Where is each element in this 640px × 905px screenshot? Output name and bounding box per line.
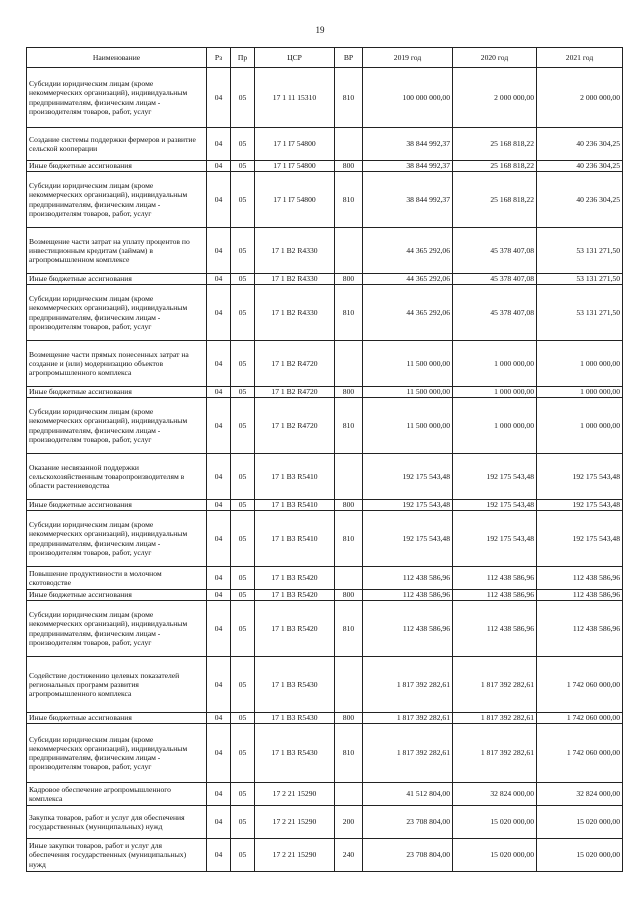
- cell-rz: 04: [207, 274, 231, 285]
- cell-pr: 05: [231, 511, 255, 567]
- cell-rz: 04: [207, 172, 231, 228]
- header-pr: Пр: [231, 48, 255, 68]
- cell-2020: 25 168 818,22: [453, 128, 537, 161]
- cell-vr: 800: [335, 387, 363, 398]
- cell-2019: 192 175 543,48: [363, 500, 453, 511]
- header-2019: 2019 год: [363, 48, 453, 68]
- cell-2021: 112 438 586,96: [537, 590, 623, 601]
- cell-2020: 112 438 586,96: [453, 601, 537, 657]
- header-name: Наименование: [27, 48, 207, 68]
- cell-csr: 17 1 B2 R4720: [255, 398, 335, 454]
- cell-rz: 04: [207, 839, 231, 872]
- cell-vr: 800: [335, 590, 363, 601]
- cell-name: Иные бюджетные ассигнования: [27, 161, 207, 172]
- cell-csr: 17 1 B3 R5430: [255, 657, 335, 713]
- table-row: [27, 454, 623, 500]
- cell-2019: 11 500 000,00: [363, 398, 453, 454]
- cell-pr: 05: [231, 68, 255, 128]
- cell-csr: 17 1 B3 R5420: [255, 567, 335, 590]
- cell-csr: 17 1 B3 R5420: [255, 601, 335, 657]
- cell-csr: 17 1 B2 R4720: [255, 341, 335, 387]
- cell-name: Повышение продуктивности в молочном скотоводстве: [27, 567, 207, 590]
- cell-2021: 1 000 000,00: [537, 341, 623, 387]
- cell-2019: 38 844 992,37: [363, 172, 453, 228]
- cell-2019: 100 000 000,00: [363, 68, 453, 128]
- cell-pr: 05: [231, 500, 255, 511]
- cell-2019: 44 365 292,06: [363, 228, 453, 274]
- cell-2021: 112 438 586,96: [537, 601, 623, 657]
- cell-pr: 05: [231, 172, 255, 228]
- cell-2021: 1 742 060 000,00: [537, 713, 623, 724]
- cell-name: Оказание несвязанной поддержки сельскохозяйственным товаропроизводителям в области растениеводства: [27, 454, 207, 500]
- cell-vr: 810: [335, 601, 363, 657]
- table-header-row: [27, 48, 623, 68]
- cell-vr: 800: [335, 713, 363, 724]
- header-2020: 2020 год: [453, 48, 537, 68]
- cell-2020: 192 175 543,48: [453, 511, 537, 567]
- table-row: [27, 172, 623, 228]
- cell-csr: 17 1 B2 R4330: [255, 228, 335, 274]
- cell-csr: 17 1 B2 R4330: [255, 285, 335, 341]
- table-row: [27, 274, 623, 285]
- cell-name: Субсидии юридическим лицам (кроме некоммерческих организаций), индивидуальным предпринимателям, физическим лицам - производителям товаров, работ, услуг: [27, 724, 207, 783]
- cell-2020: 15 020 000,00: [453, 839, 537, 872]
- cell-pr: 05: [231, 228, 255, 274]
- cell-2020: 1 000 000,00: [453, 387, 537, 398]
- cell-2021: 53 131 271,50: [537, 285, 623, 341]
- cell-pr: 05: [231, 657, 255, 713]
- table-row: [27, 511, 623, 567]
- cell-2020: 25 168 818,22: [453, 172, 537, 228]
- cell-pr: 05: [231, 806, 255, 839]
- cell-2021: 192 175 543,48: [537, 454, 623, 500]
- cell-vr: 800: [335, 274, 363, 285]
- table-row: [27, 783, 623, 806]
- cell-2020: 2 000 000,00: [453, 68, 537, 128]
- cell-pr: 05: [231, 341, 255, 387]
- cell-csr: 17 2 21 15290: [255, 806, 335, 839]
- cell-2020: 25 168 818,22: [453, 161, 537, 172]
- cell-rz: 04: [207, 806, 231, 839]
- table-row: [27, 68, 623, 128]
- cell-vr: [335, 128, 363, 161]
- table-row: [27, 724, 623, 783]
- cell-rz: 04: [207, 285, 231, 341]
- cell-vr: 810: [335, 285, 363, 341]
- cell-rz: 04: [207, 128, 231, 161]
- cell-rz: 04: [207, 68, 231, 128]
- cell-pr: 05: [231, 783, 255, 806]
- cell-2019: 23 708 804,00: [363, 806, 453, 839]
- cell-csr: 17 1 11 15310: [255, 68, 335, 128]
- cell-2021: 53 131 271,50: [537, 274, 623, 285]
- cell-pr: 05: [231, 590, 255, 601]
- cell-2020: 1 000 000,00: [453, 398, 537, 454]
- table-row: [27, 590, 623, 601]
- cell-vr: [335, 341, 363, 387]
- cell-vr: 810: [335, 398, 363, 454]
- table-row: [27, 806, 623, 839]
- cell-rz: 04: [207, 601, 231, 657]
- cell-2020: 1 000 000,00: [453, 341, 537, 387]
- cell-2021: 40 236 304,25: [537, 161, 623, 172]
- table-body: [27, 68, 623, 872]
- cell-2020: 45 378 407,08: [453, 228, 537, 274]
- cell-name: Возмещение части прямых понесенных затрат на создание и (или) модернизацию объектов агропромышленного комплекса: [27, 341, 207, 387]
- cell-vr: [335, 228, 363, 274]
- cell-2021: 192 175 543,48: [537, 511, 623, 567]
- header-csr: ЦСР: [255, 48, 335, 68]
- cell-rz: 04: [207, 398, 231, 454]
- cell-pr: 05: [231, 128, 255, 161]
- table-row: [27, 839, 623, 872]
- table-row: [27, 285, 623, 341]
- cell-csr: 17 1 B3 R5420: [255, 590, 335, 601]
- table-row: [27, 398, 623, 454]
- cell-2020: 45 378 407,08: [453, 285, 537, 341]
- cell-vr: [335, 783, 363, 806]
- cell-2020: 45 378 407,08: [453, 274, 537, 285]
- budget-table: [26, 47, 623, 872]
- cell-vr: 810: [335, 172, 363, 228]
- cell-rz: 04: [207, 567, 231, 590]
- cell-2020: 112 438 586,96: [453, 567, 537, 590]
- cell-2021: 15 020 000,00: [537, 806, 623, 839]
- cell-csr: 17 1 B2 R4720: [255, 387, 335, 398]
- cell-csr: 17 1 B2 R4330: [255, 274, 335, 285]
- cell-2020: 192 175 543,48: [453, 454, 537, 500]
- cell-pr: 05: [231, 713, 255, 724]
- cell-2019: 192 175 543,48: [363, 511, 453, 567]
- cell-pr: 05: [231, 161, 255, 172]
- cell-vr: 240: [335, 839, 363, 872]
- cell-name: Создание системы поддержки фермеров и развитие сельской кооперации: [27, 128, 207, 161]
- cell-csr: 17 1 I7 54800: [255, 161, 335, 172]
- cell-vr: 810: [335, 724, 363, 783]
- cell-rz: 04: [207, 341, 231, 387]
- cell-2019: 1 817 392 282,61: [363, 724, 453, 783]
- cell-2021: 40 236 304,25: [537, 172, 623, 228]
- cell-2020: 192 175 543,48: [453, 500, 537, 511]
- cell-2020: 15 020 000,00: [453, 806, 537, 839]
- cell-vr: [335, 454, 363, 500]
- table-row: [27, 657, 623, 713]
- cell-pr: 05: [231, 454, 255, 500]
- table-row: [27, 601, 623, 657]
- cell-pr: 05: [231, 285, 255, 341]
- cell-rz: 04: [207, 713, 231, 724]
- cell-2020: 112 438 586,96: [453, 590, 537, 601]
- header-vr: ВР: [335, 48, 363, 68]
- cell-rz: 04: [207, 500, 231, 511]
- cell-2021: 1 742 060 000,00: [537, 724, 623, 783]
- cell-2020: 1 817 392 282,61: [453, 713, 537, 724]
- cell-2019: 41 512 804,00: [363, 783, 453, 806]
- cell-vr: [335, 567, 363, 590]
- cell-rz: 04: [207, 724, 231, 783]
- cell-name: Иные бюджетные ассигнования: [27, 387, 207, 398]
- cell-2021: 1 742 060 000,00: [537, 657, 623, 713]
- table-row: [27, 713, 623, 724]
- header-2021: 2021 год: [537, 48, 623, 68]
- cell-rz: 04: [207, 657, 231, 713]
- cell-2019: 112 438 586,96: [363, 601, 453, 657]
- cell-2019: 44 365 292,06: [363, 274, 453, 285]
- cell-pr: 05: [231, 387, 255, 398]
- cell-vr: 800: [335, 161, 363, 172]
- cell-name: Иные бюджетные ассигнования: [27, 713, 207, 724]
- cell-csr: 17 1 B3 R5430: [255, 713, 335, 724]
- cell-rz: 04: [207, 161, 231, 172]
- cell-pr: 05: [231, 601, 255, 657]
- cell-vr: 200: [335, 806, 363, 839]
- cell-2021: 192 175 543,48: [537, 500, 623, 511]
- cell-2021: 1 000 000,00: [537, 398, 623, 454]
- cell-2019: 38 844 992,37: [363, 128, 453, 161]
- cell-2019: 112 438 586,96: [363, 567, 453, 590]
- cell-name: Субсидии юридическим лицам (кроме некоммерческих организаций), индивидуальным предпринимателям, физическим лицам - производителям товаров, работ, услуг: [27, 68, 207, 128]
- cell-2019: 1 817 392 282,61: [363, 657, 453, 713]
- cell-vr: 810: [335, 68, 363, 128]
- cell-pr: 05: [231, 398, 255, 454]
- cell-name: Кадровое обеспечение агропромышленного комплекса: [27, 783, 207, 806]
- cell-name: Субсидии юридическим лицам (кроме некоммерческих организаций), индивидуальным предпринимателям, физическим лицам - производителям товаров, работ, услуг: [27, 398, 207, 454]
- cell-rz: 04: [207, 511, 231, 567]
- cell-name: Субсидии юридическим лицам (кроме некоммерческих организаций), индивидуальным предпринимателям, физическим лицам - производителям товаров, работ, услуг: [27, 511, 207, 567]
- cell-name: Субсидии юридическим лицам (кроме некоммерческих организаций), индивидуальным предпринимателям, физическим лицам - производителям товаров, работ, услуг: [27, 601, 207, 657]
- cell-name: Возмещение части затрат на уплату процентов по инвестиционным кредитам (займам) в агропромышленном комплексе: [27, 228, 207, 274]
- cell-csr: 17 2 21 15290: [255, 839, 335, 872]
- cell-name: Иные бюджетные ассигнования: [27, 274, 207, 285]
- cell-name: Иные бюджетные ассигнования: [27, 590, 207, 601]
- page-number: 19: [315, 25, 325, 35]
- cell-2020: 32 824 000,00: [453, 783, 537, 806]
- cell-2019: 112 438 586,96: [363, 590, 453, 601]
- cell-vr: 800: [335, 500, 363, 511]
- cell-2019: 38 844 992,37: [363, 161, 453, 172]
- cell-name: Иные закупки товаров, работ и услуг для обеспечения государственных (муниципальных) нужд: [27, 839, 207, 872]
- cell-pr: 05: [231, 724, 255, 783]
- cell-2020: 1 817 392 282,61: [453, 724, 537, 783]
- cell-2021: 53 131 271,50: [537, 228, 623, 274]
- cell-2019: 1 817 392 282,61: [363, 713, 453, 724]
- cell-rz: 04: [207, 590, 231, 601]
- cell-vr: [335, 657, 363, 713]
- cell-rz: 04: [207, 454, 231, 500]
- cell-2019: 192 175 543,48: [363, 454, 453, 500]
- cell-2021: 112 438 586,96: [537, 567, 623, 590]
- cell-pr: 05: [231, 839, 255, 872]
- header-rz: Рз: [207, 48, 231, 68]
- table-row: [27, 387, 623, 398]
- cell-name: Субсидии юридическим лицам (кроме некоммерческих организаций), индивидуальным предпринимателям, физическим лицам - производителям товаров, работ, услуг: [27, 285, 207, 341]
- cell-2021: 40 236 304,25: [537, 128, 623, 161]
- cell-2019: 11 500 000,00: [363, 341, 453, 387]
- cell-2021: 32 824 000,00: [537, 783, 623, 806]
- cell-name: Закупка товаров, работ и услуг для обеспечения государственных (муниципальных) нужд: [27, 806, 207, 839]
- cell-name: Субсидии юридическим лицам (кроме некоммерческих организаций), индивидуальным предпринимателям, физическим лицам - производителям товаров, работ, услуг: [27, 172, 207, 228]
- cell-2019: 11 500 000,00: [363, 387, 453, 398]
- cell-rz: 04: [207, 228, 231, 274]
- cell-pr: 05: [231, 274, 255, 285]
- cell-csr: 17 1 I7 54800: [255, 172, 335, 228]
- table-row: [27, 500, 623, 511]
- cell-name: Содействие достижению целевых показателей региональных программ развития агропромышленного комплекса: [27, 657, 207, 713]
- cell-csr: 17 1 B3 R5410: [255, 500, 335, 511]
- cell-rz: 04: [207, 387, 231, 398]
- cell-2020: 1 817 392 282,61: [453, 657, 537, 713]
- table-row: [27, 341, 623, 387]
- cell-csr: 17 1 I7 54800: [255, 128, 335, 161]
- table-row: [27, 228, 623, 274]
- cell-vr: 810: [335, 511, 363, 567]
- cell-pr: 05: [231, 567, 255, 590]
- table-row: [27, 128, 623, 161]
- cell-2021: 15 020 000,00: [537, 839, 623, 872]
- table-row: [27, 161, 623, 172]
- table-row: [27, 567, 623, 590]
- cell-rz: 04: [207, 783, 231, 806]
- cell-2021: 1 000 000,00: [537, 387, 623, 398]
- cell-2019: 44 365 292,06: [363, 285, 453, 341]
- cell-2019: 23 708 804,00: [363, 839, 453, 872]
- cell-2021: 2 000 000,00: [537, 68, 623, 128]
- cell-csr: 17 2 21 15290: [255, 783, 335, 806]
- cell-name: Иные бюджетные ассигнования: [27, 500, 207, 511]
- cell-csr: 17 1 B3 R5410: [255, 454, 335, 500]
- cell-csr: 17 1 B3 R5430: [255, 724, 335, 783]
- cell-csr: 17 1 B3 R5410: [255, 511, 335, 567]
